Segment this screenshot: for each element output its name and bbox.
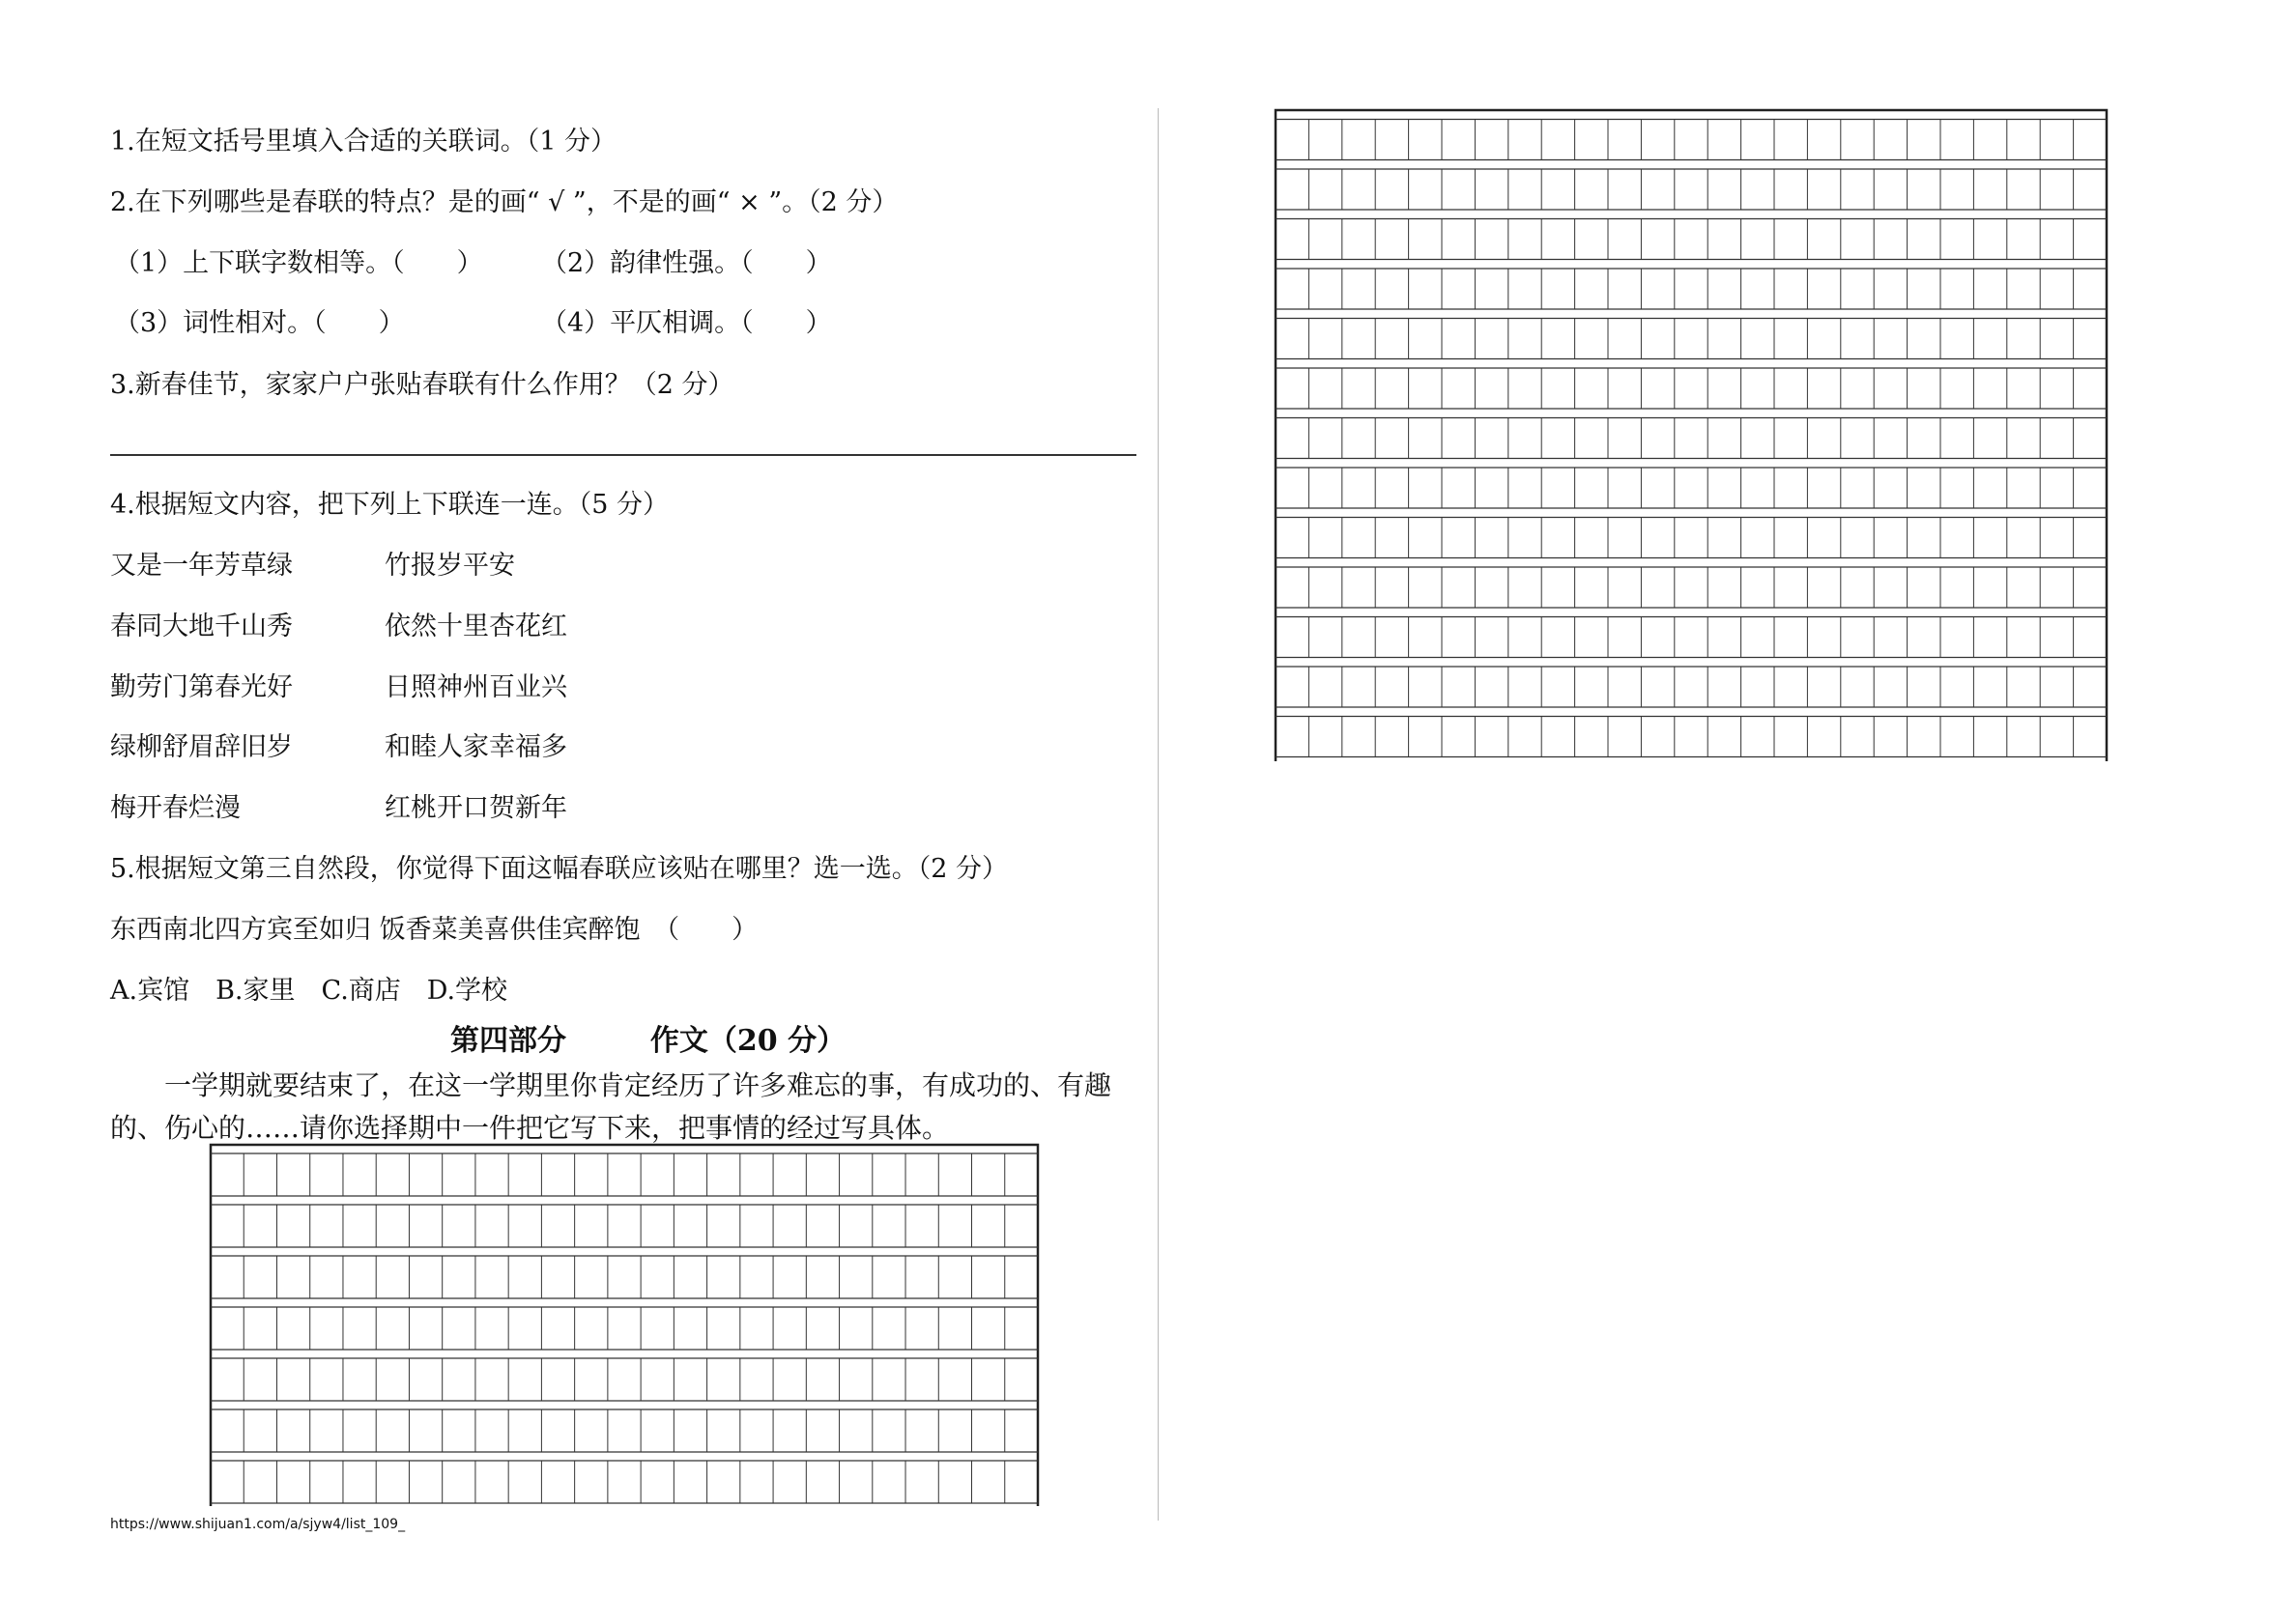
essay-grid-right[interactable] [1274, 108, 2109, 761]
couplet-left-1[interactable]: 又是一年芳草绿 [110, 551, 293, 581]
grid-row[interactable] [1276, 120, 2107, 160]
couplet-right-2[interactable]: 依然十里杏花红 [385, 612, 567, 641]
grid-row[interactable] [1276, 567, 2107, 608]
essay-prompt: 一学期就要结束了，在这一学期里你肯定经历了许多难忘的事，有成功的、有趣的、伤心的……请你选择期中一件把它写下来，把事情的经过写具体。 [110, 1069, 1112, 1144]
question-4: 4.根据短文内容，把下列上下联连一连。（5 分） [110, 490, 670, 520]
grid-row[interactable] [1276, 717, 2107, 757]
grid-row[interactable] [211, 1358, 1038, 1401]
grid-row[interactable] [1276, 319, 2107, 359]
question-5: 5.根据短文第三自然段，你觉得下面这幅春联应该贴在哪里？选一选。（2 分） [110, 854, 1009, 884]
couplet-right-4[interactable]: 和睦人家幸福多 [385, 732, 567, 762]
grid-row[interactable] [211, 1205, 1038, 1247]
question-5-couplet: 东西南北四方宾至如归 饭香菜美喜供佳宾醉饱 （ ） [110, 915, 759, 945]
grid-row[interactable] [1276, 219, 2107, 260]
footer-url[interactable]: https://www.shijuan1.com/a/sjyw4/list_109_ [110, 1517, 406, 1532]
couplet-left-2[interactable]: 春同大地千山秀 [110, 612, 293, 641]
grid-frame [1276, 110, 2107, 761]
grid-row[interactable] [1276, 269, 2107, 309]
grid-row[interactable] [211, 1307, 1038, 1350]
section-title [450, 1024, 846, 1059]
couplet-left-3[interactable]: 勤劳门第春光好 [110, 672, 293, 702]
couplet-left-4[interactable]: 绿柳舒眉辞旧岁 [110, 732, 293, 762]
question-3: 3.新春佳节，家家户户张贴春联有什么作用？（2 分） [110, 370, 734, 400]
grid-row[interactable] [211, 1153, 1038, 1196]
grid-row[interactable] [1276, 468, 2107, 508]
question-2-item-2: （2）韵律性强。（ ） [541, 248, 832, 278]
column-divider [1158, 108, 1159, 1521]
grid-row[interactable] [211, 1256, 1038, 1298]
question-2: 2.在下列哪些是春联的特点？是的画“ √ ”，不是的画“ × ”。（2 分） [110, 187, 899, 217]
question-5-options[interactable]: A.宾馆 B.家里 C.商店 D.学校 [110, 976, 508, 1006]
grid-row[interactable] [1276, 667, 2107, 707]
couplet-right-1[interactable]: 竹报岁平安 [385, 551, 515, 581]
answer-line[interactable] [110, 454, 1136, 456]
section-part: 第四部分 [450, 1024, 566, 1058]
couplet-right-3[interactable]: 日照神州百业兴 [385, 672, 567, 702]
grid-row[interactable] [211, 1409, 1038, 1452]
grid-row[interactable] [1276, 169, 2107, 210]
grid-row[interactable] [1276, 368, 2107, 409]
essay-grid-left[interactable] [209, 1143, 1040, 1506]
grid-row[interactable] [211, 1461, 1038, 1503]
question-2-item-3: （3）词性相对。（ ） [114, 308, 405, 338]
grid-row[interactable] [1276, 617, 2107, 658]
section-heading: 作文（20 分） [649, 1024, 847, 1058]
couplet-left-5[interactable]: 梅开春烂漫 [110, 793, 241, 823]
question-1: 1.在短文括号里填入合适的关联词。（1 分） [110, 127, 617, 157]
couplet-right-5[interactable]: 红桃开口贺新年 [385, 793, 567, 823]
question-2-item-4: （4）平仄相调。（ ） [541, 308, 832, 338]
grid-row[interactable] [1276, 518, 2107, 558]
grid-row[interactable] [1276, 418, 2107, 459]
question-2-item-1: （1）上下联字数相等。（ ） [114, 248, 483, 278]
